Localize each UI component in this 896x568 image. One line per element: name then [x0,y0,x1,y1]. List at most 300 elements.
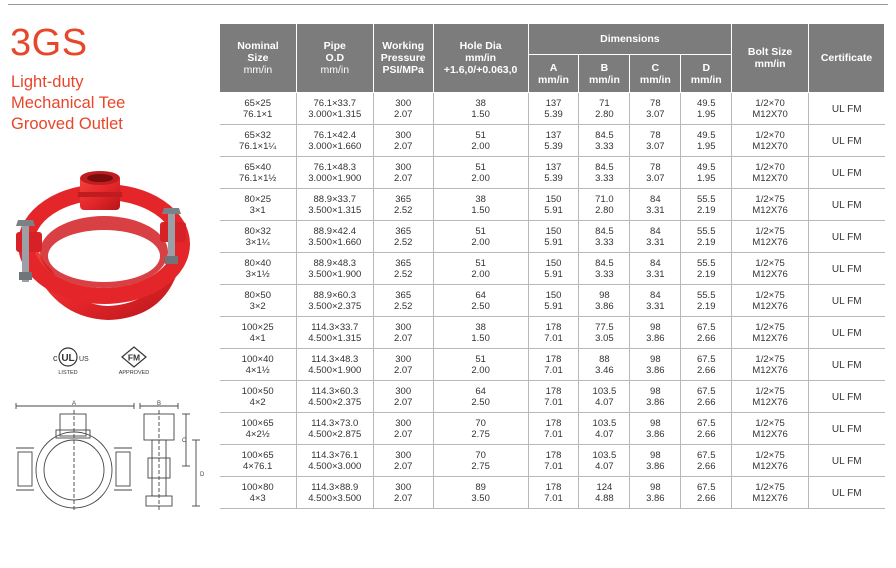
cell-line: 98 [650,354,661,365]
dim-d-cell [681,93,732,125]
dim-a-cell [528,381,579,413]
cell-line: 76.1×33.7 [313,98,357,109]
cell-line: 300 [395,386,412,397]
cell-line: 1/2×75 [755,194,785,205]
hole-dia-cell [433,445,528,477]
certificate-cell: UL FM [808,285,884,317]
nominal-size-cell [220,221,297,253]
table-row [220,317,885,349]
ul-listed-text: LISTED [58,370,78,376]
pipe-od-cell [296,349,373,381]
cell-line: 4.500×3.000 [308,461,362,472]
cell-line: 88 [599,354,610,365]
col-header-certificate: Certificate [808,24,884,93]
col-header-dim-d: D mm/in [681,55,732,93]
cell-line: 2.07 [393,429,413,440]
cell-line: 3.86 [646,461,665,472]
dim-c-cell [630,413,681,445]
bolt-size-cell [732,157,809,189]
table-row [220,221,885,253]
cell-line: 1.95 [696,173,716,184]
cell-line: 100×80 [241,482,274,493]
cell-line: 2.66 [696,461,716,472]
cell-line: 98 [650,322,661,333]
working-pressure-cell [373,317,433,349]
cell-line: 84.5 [595,258,614,269]
cell-line: 137 [545,130,562,141]
top-rule [8,4,888,5]
dim-a-cell [528,349,579,381]
cell-line: 100×50 [241,386,274,397]
cell-line: 67.5 [696,354,716,365]
cell-line: 88.9×42.4 [313,226,357,237]
nominal-size-cell [220,125,297,157]
cell-line: 3.000×1.660 [308,141,362,152]
cell-line: 64 [475,290,486,301]
cell-line: 1.50 [471,333,490,344]
dim-b-cell [579,221,630,253]
cell-line: 49.5 [696,162,716,173]
nominal-size-cell [220,349,297,381]
cell-line: 2.52 [393,237,413,248]
cell-line: 7.01 [544,461,563,472]
cell-line: 2.07 [393,493,413,504]
cell-line: 51 [475,162,486,173]
cell-line: 2.00 [471,237,490,248]
cell-line: 88.9×33.7 [313,194,357,205]
nominal-size-cell [220,189,297,221]
nominal-size-cell [220,157,297,189]
cell-line: 4.07 [595,429,614,440]
certificate-cell: UL FM [808,317,884,349]
nominal-size-cell [220,477,297,509]
cell-line: 365 [395,290,412,301]
cell-line: M12X76 [752,429,788,440]
table-row [220,413,885,445]
hole-dia-cell [433,349,528,381]
dim-d-cell [681,125,732,157]
cell-line: 3.500×1.315 [308,205,362,216]
cell-line: 1/2×75 [755,418,785,429]
col-header-dim-c: C mm/in [630,55,681,93]
cell-line: 4.500×1.900 [308,365,362,376]
cell-line: 5.91 [544,237,563,248]
spec-table [219,23,885,509]
dim-c-cell [630,93,681,125]
cell-line: 300 [395,450,412,461]
product-name-line: Mechanical Tee [11,94,126,112]
dim-d-cell [681,189,732,221]
hole-dia-cell [433,253,528,285]
certificate-cell: UL FM [808,253,884,285]
cell-line: 3.31 [646,205,665,216]
dim-d-cell [681,477,732,509]
cell-line: 2.66 [696,429,716,440]
cell-line: 84 [650,194,661,205]
cell-line: 1/2×75 [755,386,785,397]
cell-line: 2.07 [393,141,413,152]
dim-a-cell [528,445,579,477]
cell-line: 3.000×1.900 [308,173,362,184]
cell-line: 38 [475,98,486,109]
cell-line: 2.19 [696,205,716,216]
cell-line: 2.52 [393,269,413,280]
cell-line: 114.3×88.9 [311,482,359,493]
nominal-size-cell [220,317,297,349]
cell-line: 3.86 [646,397,665,408]
cell-line: 1/2×75 [755,450,785,461]
cell-line: 1/2×75 [755,258,785,269]
working-pressure-cell [373,157,433,189]
certificate-cell: UL FM [808,381,884,413]
cell-line: 178 [545,418,562,429]
cell-line: M12X70 [752,109,788,120]
col-header-hole-dia: Hole Dia mm/in +1.6,0/+0.063,0 [433,24,528,93]
cell-line: 300 [395,482,412,493]
cell-line: 55.5 [696,258,716,269]
cell-line: 2.07 [393,333,413,344]
cell-line: 70 [475,418,486,429]
cell-line: M12X76 [752,301,788,312]
bolt-size-cell [732,125,809,157]
cell-line: 80×32 [244,226,271,237]
cell-line: 77.5 [595,322,614,333]
cell-line: 80×50 [244,290,271,301]
dim-b-cell [579,189,630,221]
cell-line: 3.07 [646,173,665,184]
cell-line: 65×32 [244,130,271,141]
fm-approved-mark [119,347,150,376]
cell-line: M12X76 [752,237,788,248]
cell-line: 4×2½ [245,429,270,440]
cell-line: 3×2 [249,301,266,312]
cell-line: 3.500×1.660 [308,237,362,248]
cell-line: 2.66 [696,397,716,408]
dimension-label-b: B [156,401,162,407]
cell-line: 51 [475,354,486,365]
cell-line: 64 [475,386,486,397]
cell-line: 2.19 [696,237,716,248]
cell-line: 4×3 [249,493,266,504]
cell-line: M12X76 [752,333,788,344]
table-row [220,189,885,221]
cell-line: 67.5 [696,386,716,397]
cell-line: 2.07 [393,173,413,184]
cell-line: 7.01 [544,397,563,408]
col-header-pipe-od: Pipe O.D mm/in [296,24,373,93]
dim-a-cell [528,125,579,157]
certificate-cell: UL FM [808,445,884,477]
nominal-size-cell [220,285,297,317]
dim-c-cell [630,445,681,477]
dim-d-cell [681,157,732,189]
product-photo [8,168,198,328]
cell-line: 1/2×75 [755,290,785,301]
dim-b-cell [579,349,630,381]
pipe-od-cell [296,189,373,221]
cell-line: 89 [475,482,486,493]
cell-line: 51 [475,130,486,141]
cell-line: 300 [395,418,412,429]
cell-line: 2.66 [696,333,716,344]
bolt-size-cell [732,477,809,509]
working-pressure-cell [373,189,433,221]
cell-line: 3.500×1.900 [308,269,362,280]
certificate-cell: UL FM [808,93,884,125]
cell-line: 3.33 [595,141,614,152]
cell-line: 114.3×48.3 [311,354,359,365]
bolt-size-cell [732,349,809,381]
cell-line: 4.07 [595,461,614,472]
working-pressure-cell [373,93,433,125]
dim-a-cell [528,221,579,253]
bolt-size-cell [732,221,809,253]
cell-line: 300 [395,98,412,109]
cell-line: 103.5 [592,386,617,397]
cell-line: 137 [545,98,562,109]
cell-line: 55.5 [696,194,716,205]
cell-line: 84 [650,226,661,237]
product-name-line: Grooved Outlet [11,115,123,133]
cell-line: 3.86 [595,301,614,312]
working-pressure-cell [373,381,433,413]
cell-line: 300 [395,322,412,333]
dim-a-cell [528,285,579,317]
cell-line: 7.01 [544,333,563,344]
cell-line: 103.5 [592,418,617,429]
cell-line: 150 [545,194,562,205]
cell-line: 114.3×33.7 [311,322,359,333]
cell-line: 5.91 [544,301,563,312]
table-row [220,445,885,477]
dim-a-cell [528,317,579,349]
table-row [220,125,885,157]
cell-line: 178 [545,386,562,397]
dim-d-cell [681,381,732,413]
cell-line: 124 [596,482,613,493]
nominal-size-cell [220,413,297,445]
cell-line: 78 [650,162,661,173]
dim-a-cell [528,93,579,125]
cell-line: 88.9×60.3 [313,290,357,301]
hole-dia-cell [433,381,528,413]
dim-b-cell [579,93,630,125]
certificate-cell: UL FM [808,221,884,253]
dim-b-cell [579,445,630,477]
cell-line: 3.50 [471,493,490,504]
cell-line: 70 [475,450,486,461]
fm-mark-text: FM [127,352,141,363]
cell-line: 3.31 [646,301,665,312]
cell-line: 2.50 [471,397,490,408]
cell-line: 365 [395,226,412,237]
product-name-line: Light-duty [11,73,84,91]
hole-dia-cell [433,413,528,445]
cell-line: 4.500×3.500 [308,493,362,504]
dim-a-cell [528,477,579,509]
table-row [220,157,885,189]
working-pressure-cell [373,477,433,509]
cell-line: 3.05 [595,333,614,344]
cell-line: 98 [650,450,661,461]
cell-line: 2.19 [696,269,716,280]
certification-marks [44,344,164,378]
cell-line: 98 [650,482,661,493]
product-name [11,72,125,135]
pipe-od-cell [296,125,373,157]
cell-line: 2.00 [471,141,490,152]
cell-line: 55.5 [696,290,716,301]
cell-line: 7.01 [544,493,563,504]
cell-line: 137 [545,162,562,173]
cell-line: 3.46 [595,365,614,376]
cell-line: 98 [599,290,610,301]
cell-line: 55.5 [696,226,716,237]
cell-line: 365 [395,194,412,205]
dim-b-cell [579,157,630,189]
cell-line: 2.52 [393,205,413,216]
dim-d-cell [681,253,732,285]
hole-dia-cell [433,285,528,317]
dim-c-cell [630,189,681,221]
cell-line: 84 [650,290,661,301]
dim-b-cell [579,285,630,317]
cell-line: 3×1½ [245,269,270,280]
pipe-od-cell [296,157,373,189]
cell-line: 4.500×2.375 [308,397,362,408]
cell-line: 178 [545,354,562,365]
cell-line: 2.80 [595,205,614,216]
cell-line: M12X76 [752,365,788,376]
dim-a-cell [528,413,579,445]
dim-d-cell [681,285,732,317]
technical-drawing [12,400,212,520]
ul-mark-us: US [79,356,89,363]
cell-line: 76.1×48.3 [313,162,357,173]
cell-line: 3.000×1.315 [308,109,362,120]
dim-c-cell [630,381,681,413]
hole-dia-cell [433,157,528,189]
hole-dia-cell [433,221,528,253]
cell-line: 2.80 [595,109,614,120]
dim-b-cell [579,477,630,509]
cell-line: 5.39 [544,109,563,120]
cell-line: 67.5 [696,482,716,493]
dim-c-cell [630,317,681,349]
cell-line: 4×1½ [245,365,270,376]
spec-table-body [220,93,885,509]
hole-dia-cell [433,189,528,221]
cell-line: 2.07 [393,461,413,472]
pipe-od-cell [296,477,373,509]
cell-line: 2.66 [696,493,716,504]
cell-line: 2.75 [471,461,490,472]
cell-line: 2.00 [471,173,490,184]
cell-line: 3.500×2.375 [308,301,362,312]
cell-line: 103.5 [592,450,617,461]
hole-dia-cell [433,125,528,157]
cell-line: 5.91 [544,269,563,280]
table-row [220,477,885,509]
cell-line: 1.50 [471,109,490,120]
cell-line: 67.5 [696,450,716,461]
cell-line: 38 [475,194,486,205]
dim-c-cell [630,253,681,285]
cell-line: 3×1 [249,205,266,216]
cell-line: 78 [650,98,661,109]
cell-line: 2.00 [471,269,490,280]
col-header-pressure: Working Pressure PSI/MPa [373,24,433,93]
table-row [220,93,885,125]
cell-line: 67.5 [696,418,716,429]
working-pressure-cell [373,285,433,317]
nominal-size-cell [220,381,297,413]
cell-line: 1.95 [696,141,716,152]
col-header-dim-a: A mm/in [528,55,579,93]
pipe-od-cell [296,317,373,349]
cell-line: 150 [545,258,562,269]
cell-line: 3.86 [646,365,665,376]
dim-c-cell [630,157,681,189]
cell-line: 2.66 [696,365,716,376]
dimension-label-d: D [200,472,205,478]
working-pressure-cell [373,253,433,285]
cell-line: 84.5 [595,226,614,237]
cell-line: 1/2×70 [755,162,785,173]
cell-line: 84.5 [595,162,614,173]
cell-line: 3.86 [646,493,665,504]
pipe-od-cell [296,285,373,317]
cell-line: 150 [545,290,562,301]
cell-line: 2.50 [471,301,490,312]
working-pressure-cell [373,349,433,381]
cell-line: 1/2×75 [755,354,785,365]
dim-b-cell [579,253,630,285]
cell-line: 3.86 [646,429,665,440]
dim-d-cell [681,413,732,445]
cell-line: 5.39 [544,173,563,184]
cell-line: 67.5 [696,322,716,333]
dim-b-cell [579,381,630,413]
cell-line: 5.91 [544,205,563,216]
cell-line: 51 [475,258,486,269]
bolt-size-cell [732,381,809,413]
pipe-od-cell [296,221,373,253]
dim-b-cell [579,125,630,157]
dim-c-cell [630,477,681,509]
dim-c-cell [630,125,681,157]
cell-line: 1/2×75 [755,482,785,493]
working-pressure-cell [373,445,433,477]
cell-line: M12X76 [752,269,788,280]
working-pressure-cell [373,221,433,253]
cell-line: 1/2×75 [755,226,785,237]
cell-line: 3.07 [646,109,665,120]
cell-line: M12X70 [752,141,788,152]
cell-line: 71.0 [595,194,614,205]
nominal-size-cell [220,445,297,477]
working-pressure-cell [373,125,433,157]
cell-line: 100×65 [241,418,274,429]
cell-line: 65×25 [244,98,271,109]
cell-line: M12X76 [752,493,788,504]
cell-line: 3.31 [646,237,665,248]
cell-line: 51 [475,226,486,237]
cell-line: 150 [545,226,562,237]
cell-line: 98 [650,418,661,429]
cell-line: 76.1×42.4 [313,130,357,141]
cell-line: 71 [599,98,610,109]
